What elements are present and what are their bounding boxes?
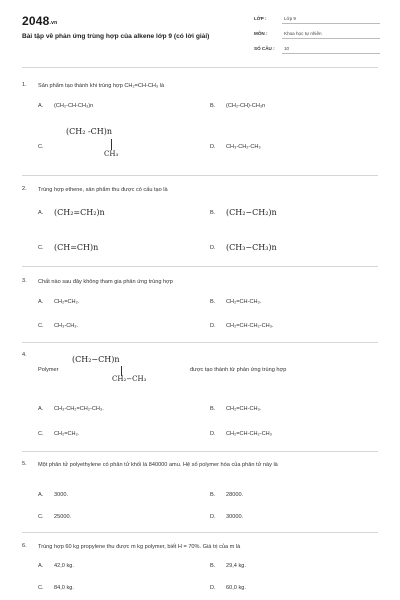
question-divider (22, 451, 378, 452)
question-divider (22, 532, 378, 533)
option-label: B. (210, 210, 216, 216)
page-title: Bài tập về phản ứng trùng hợp của alkene lớp 9 (có lời giải) (22, 33, 210, 40)
option-label: D. (210, 585, 216, 591)
question-text: được tạo thành từ phản ứng trùng hợp (190, 367, 287, 373)
page-header (0, 0, 400, 62)
option-value: (CH=CH)n (54, 243, 99, 252)
meta-underline (282, 38, 380, 39)
structure-branch: CH₂−CH₃ (112, 375, 147, 383)
option-label: A. (38, 406, 44, 412)
meta-value: 10 (284, 46, 290, 51)
structure-branch: CH₃ (104, 150, 119, 158)
option-value: (CH₃−CH₃)n (226, 243, 277, 252)
meta-underline (282, 23, 380, 24)
option-value: 42,0 kg. (54, 563, 74, 569)
question-number: 1. (22, 82, 27, 88)
question-text: Chất nào sau đây không tham gia phản ứng trùng hợp (38, 279, 173, 285)
option-label: A. (38, 563, 44, 569)
option-value: CH₂=CH-CH₃. (226, 299, 262, 305)
option-value: (CH₂−CH₂)n (226, 208, 277, 217)
option-label: A. (38, 103, 44, 109)
meta-key: SỐ CÂU : (254, 46, 275, 51)
question-number: 6. (22, 543, 27, 549)
option-value: CH₂=CH-CH₂-CH₃ (226, 431, 272, 437)
site-logo[interactable] (22, 14, 57, 28)
option-label: A. (38, 299, 44, 305)
option-label: D. (210, 431, 216, 437)
meta-value: Khoa học tự nhiên (284, 31, 322, 36)
question-divider (22, 342, 378, 343)
bond-line (111, 139, 112, 150)
question-text: Một phân tử polyethylene có phân tử khối là 840000 amu. Hệ số polymer hóa của phân tử này là (38, 462, 278, 468)
question-text: Polymer (38, 367, 59, 373)
meta-key: MÔN : (254, 31, 268, 36)
logo-text: 2048 (22, 14, 50, 28)
option-label: A. (38, 210, 44, 216)
question-number: 2. (22, 186, 27, 192)
option-label: C. (38, 323, 44, 329)
option-label: B. (210, 406, 216, 412)
option-value: (CH₂-CH)-CH₃n (226, 103, 266, 109)
logo-suffix: .vn (49, 20, 58, 26)
structure-chain: (CH₂−CH)n (72, 355, 120, 364)
question-text: Sản phẩm tạo thành khi trùng hợp CH₂=CH-CH₃ là (38, 83, 165, 89)
option-label: D. (210, 323, 216, 329)
option-value: CH₂=CH-CH₂-CH₃. (226, 323, 274, 329)
option-value: CH₃-CH₃. (54, 323, 79, 329)
question-text: Trùng hợp 60 kg propylene thu được m kg polymer, biết H = 70%. Giá trị của m là (38, 544, 241, 550)
option-label: C. (38, 431, 44, 437)
option-value: 25000. (54, 514, 72, 520)
meta-value: Lớp 9 (284, 16, 296, 21)
option-value: 29,4 kg. (226, 563, 246, 569)
header-divider (22, 67, 378, 68)
option-value: CH₂=CH₂. (54, 299, 80, 305)
meta-key: LỚP : (254, 16, 267, 21)
option-value: 28000. (226, 492, 244, 498)
option-value: 84,0 kg. (54, 585, 74, 591)
meta-underline (282, 53, 380, 54)
question-number: 3. (22, 278, 27, 284)
option-value: 60,0 kg. (226, 585, 246, 591)
option-value: CH₃-CH₂=CH₂-CH₃. (54, 406, 104, 412)
option-value: 3000. (54, 492, 68, 498)
question-4-suffix (190, 367, 286, 373)
option-label: D. (210, 245, 216, 251)
option-label: C. (38, 144, 44, 150)
option-value: (CH₂-CH-CH₃)n (54, 103, 94, 109)
structure-1c (66, 127, 146, 163)
structure-chain: (CH₂ -CH)n (66, 127, 113, 136)
option-label: C. (38, 585, 44, 591)
option-label: B. (210, 492, 216, 498)
option-value: 30000. (226, 514, 244, 520)
structure-q4 (72, 355, 162, 391)
question-number: 5. (22, 461, 27, 467)
option-value: CH₃-CH₂-CH₃ (226, 144, 261, 150)
option-label: B. (210, 299, 216, 305)
option-label: A. (38, 492, 44, 498)
question-divider (22, 266, 378, 267)
option-label: C. (38, 245, 44, 251)
option-value: CH₂=CH-CH₃. (226, 406, 262, 412)
question-4-prefix (38, 367, 59, 373)
question-text: Trùng hợp ethene, sản phẩm thu được có cấu tạo là (38, 187, 168, 193)
question-number: 4. (22, 352, 27, 358)
option-label: C. (38, 514, 44, 520)
option-label: B. (210, 103, 216, 109)
option-label: D. (210, 144, 216, 150)
option-value: CH₂=CH₂. (54, 431, 80, 437)
option-label: B. (210, 563, 216, 569)
option-label: D. (210, 514, 216, 520)
question-divider (22, 175, 378, 176)
option-value: (CH₂=CH₂)n (54, 208, 105, 217)
